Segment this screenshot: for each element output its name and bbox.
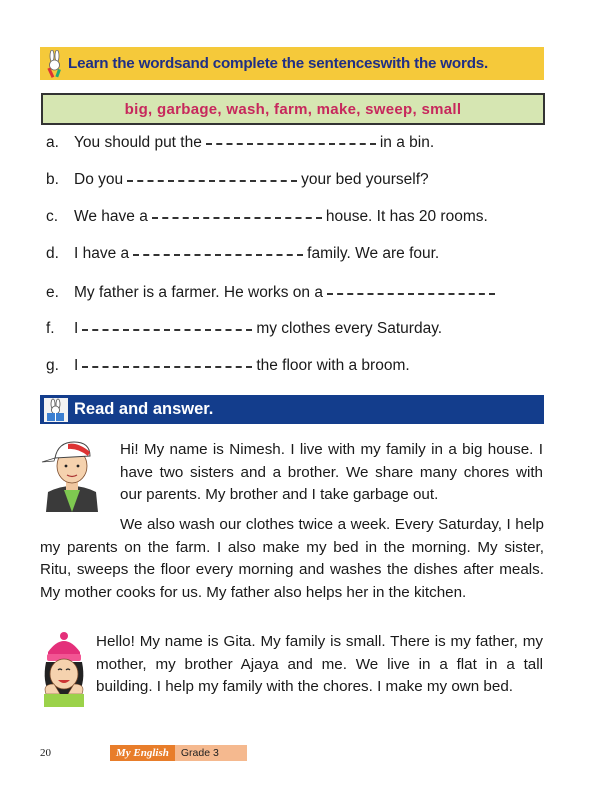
sentence-letter: g. [46, 357, 59, 374]
sentence-letter: e. [46, 284, 59, 301]
sentence-after: house. It has 20 rooms. [325, 208, 488, 225]
sentence-letter: c. [46, 208, 59, 225]
sentence-before: Do you [74, 171, 124, 188]
sentence-g [46, 357, 410, 375]
sentence-f [46, 320, 442, 338]
page-footer [40, 745, 247, 761]
sentence-d [46, 245, 439, 263]
answer-blank[interactable] [82, 327, 252, 331]
sentence-after: family. We are four. [307, 245, 440, 262]
nimesh-illustration [38, 432, 106, 512]
answer-blank[interactable] [327, 291, 495, 295]
nimesh-more-paragraph: We also wash our clothes twice a week. Every Saturday, I help my parents on the farm. I also make my bed in the morning. My sister, Ritu, sweeps the floor every morning and washes the dishes after meals. My mother cooks for us. My father also helps her in the kitchen. [40, 516, 544, 601]
sentence-after: your bed yourself? [301, 171, 429, 188]
gita-paragraph: Hello! My name is Gita. My family is small. There is my father, my mother, my brother Ajaya and me. We live in a flat in a tall building. I help my family with the chores. I make my own bed. [96, 633, 543, 695]
rabbit-pencil-icon [44, 50, 66, 78]
sentence-a [46, 134, 434, 152]
answer-blank[interactable] [152, 215, 322, 219]
sentence-before: You should put the [74, 134, 202, 151]
sentence-after: my clothes every Saturday. [256, 320, 443, 337]
sentence-before: We have a [74, 208, 148, 225]
nimesh-intro-paragraph: Hi! My name is Nimesh. I live with my family in a big house. I have two sisters and a brother. We share many chores with our parents. My brother and I take garbage out. [120, 441, 543, 503]
sentence-e [46, 284, 499, 302]
word-bank-text: big, garbage, wash, farm, make, sweep, small [124, 100, 462, 118]
book-title: My English [110, 745, 175, 761]
sentence-before: I have a [74, 245, 130, 262]
sentence-letter: f. [46, 320, 55, 337]
sentence-c [46, 208, 488, 226]
instruction-text: Learn the wordsand complete the sentenceswith the words. [68, 55, 489, 72]
rabbit-book-icon [44, 398, 68, 422]
word-bank [41, 93, 545, 125]
grade-label: Grade 3 [175, 745, 247, 761]
sentence-before: My father is a farmer. He works on a [74, 284, 323, 301]
answer-blank[interactable] [133, 252, 303, 256]
sentence-b [46, 171, 429, 189]
sentence-after: the floor with a broom. [256, 357, 410, 374]
gita-illustration [38, 632, 90, 707]
answer-blank[interactable] [127, 178, 297, 182]
sentence-before: I [74, 357, 79, 374]
read-answer-banner [40, 395, 544, 424]
page-number: 20 [40, 747, 51, 759]
sentence-letter: a. [46, 134, 59, 151]
sentence-letter: b. [46, 171, 59, 188]
instruction-banner [40, 47, 544, 80]
sentence-letter: d. [46, 245, 59, 262]
answer-blank[interactable] [206, 141, 376, 145]
sentence-after: in a bin. [379, 134, 435, 151]
read-answer-heading: Read and answer. [74, 400, 214, 418]
sentence-before: I [74, 320, 79, 337]
answer-blank[interactable] [82, 364, 252, 368]
